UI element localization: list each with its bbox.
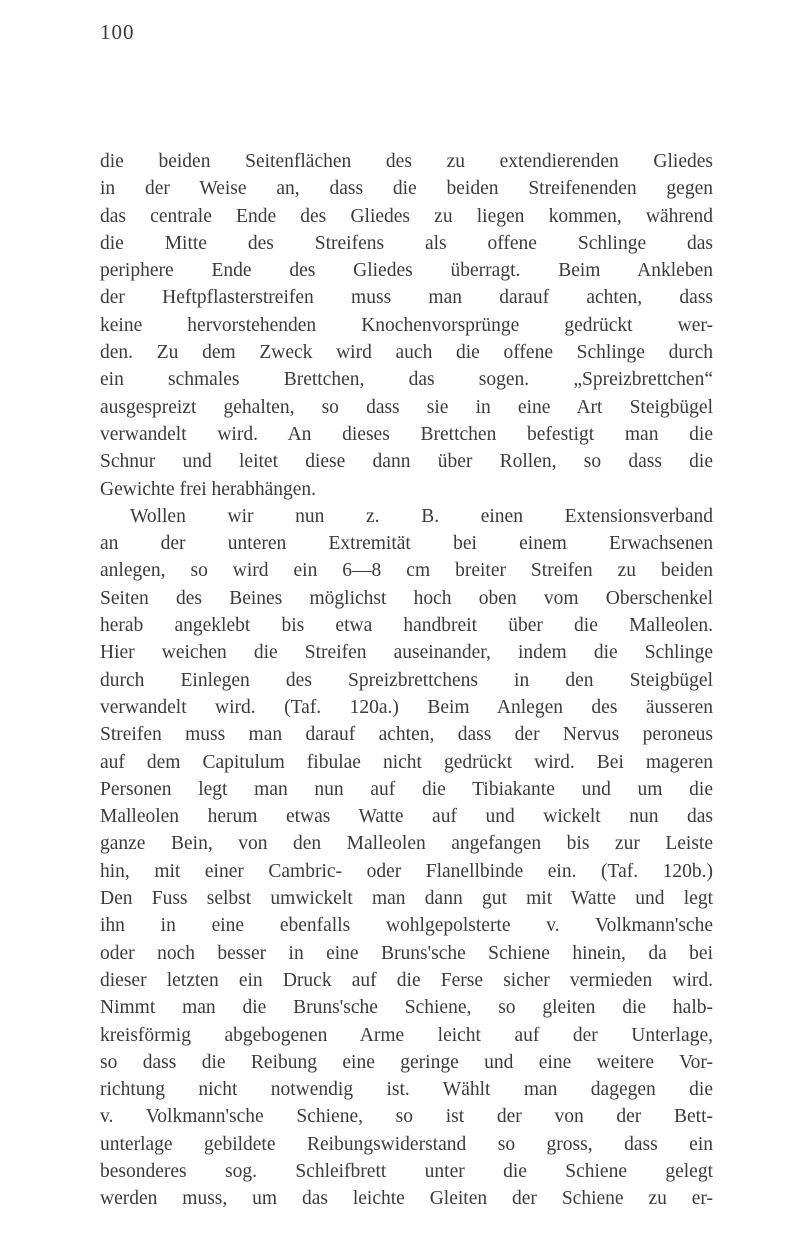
text-line: hin, mit einer Cambric- oder Flanellbinde ein. (Taf. 120b.) xyxy=(100,860,713,882)
text-line: periphere Ende des Gliedes überragt. Beim Ankleben xyxy=(100,260,713,282)
text-line: kreisförmig abgebogenen Arme leicht auf der Unterlage, xyxy=(100,1024,713,1046)
text-line: durch Einlegen des Spreizbrettchens in den Steigbügel xyxy=(100,669,713,691)
text-line: ein schmales Brettchen, das sogen. „Spreizbrettchen“ xyxy=(100,369,713,391)
text-line: auf dem Capitulum fibulae nicht gedrückt wird. Bei mageren xyxy=(100,751,713,773)
text-line: verwandelt wird. An dieses Brettchen befestigt man die xyxy=(100,423,713,445)
text-line: Den Fuss selbst umwickelt man dann gut mit Watte und legt xyxy=(100,888,713,910)
text-line: besonderes sog. Schleifbrett unter die Schiene gelegt xyxy=(100,1160,713,1182)
text-line: Nimmt man die Bruns'sche Schiene, so gleiten die halb- xyxy=(100,997,713,1019)
body-text xyxy=(100,148,713,1213)
text-line: Schnur und leitet diese dann über Rollen, so dass die xyxy=(100,451,713,473)
text-line: den. Zu dem Zweck wird auch die offene Schlinge durch xyxy=(100,342,713,364)
text-line: werden muss, um das leichte Gleiten der Schiene zu er- xyxy=(100,1188,713,1210)
text-line: das centrale Ende des Gliedes zu liegen kommen, während xyxy=(100,205,713,227)
text-line: ausgespreizt gehalten, so dass sie in eine Art Steigbügel xyxy=(100,396,713,418)
text-line: anlegen, so wird ein 6—8 cm breiter Streifen zu beiden xyxy=(100,560,713,582)
page-number: 100 xyxy=(100,20,135,44)
text-line: Seiten des Beines möglichst hoch oben vom Oberschenkel xyxy=(100,587,713,609)
text-line: in der Weise an, dass die beiden Streifenenden gegen xyxy=(100,178,713,200)
text-line: Wollen wir nun z. B. einen Extensionsverband xyxy=(130,505,713,527)
text-line: die beiden Seitenflächen des zu extendierenden Gliedes xyxy=(100,151,713,172)
text-line: v. Volkmann'sche Schiene, so ist der von der Bett- xyxy=(100,1106,713,1128)
text-line: die Mitte des Streifens als offene Schlinge das xyxy=(100,232,713,254)
text-line: keine hervorstehenden Knochenvorsprünge gedrückt wer- xyxy=(100,314,713,336)
text-line: verwandelt wird. (Taf. 120a.) Beim Anlegen des äusseren xyxy=(100,696,713,718)
text-line: Streifen muss man darauf achten, dass der Nervus peroneus xyxy=(100,724,713,746)
text-line: herab angeklebt bis etwa handbreit über die Malleolen. xyxy=(100,615,713,637)
text-line: oder noch besser in eine Bruns'sche Schiene hinein, da bei xyxy=(100,942,713,964)
text-line: Gewichte frei herabhängen. xyxy=(100,478,317,500)
text-line: so dass die Reibung eine geringe und eine weitere Vor- xyxy=(100,1051,713,1073)
text-line: dieser letzten ein Druck auf die Ferse sicher vermieden wird. xyxy=(100,969,713,991)
text-line: Malleolen herum etwas Watte auf und wickelt nun das xyxy=(100,806,713,828)
text-line: ihn in eine ebenfalls wohlgepolsterte v. Volkmann'sche xyxy=(100,915,713,937)
text-line: richtung nicht notwendig ist. Wählt man dagegen die xyxy=(100,1079,713,1101)
text-line: an der unteren Extremität bei einem Erwachsenen xyxy=(100,533,713,555)
text-line: unterlage gebildete Reibungswiderstand so gross, dass ein xyxy=(100,1133,713,1155)
text-line: ganze Bein, von den Malleolen angefangen bis zur Leiste xyxy=(100,833,713,855)
text-line: der Heftpflasterstreifen muss man darauf achten, dass xyxy=(100,287,713,309)
text-line: Hier weichen die Streifen auseinander, indem die Schlinge xyxy=(100,642,713,664)
text-line: Personen legt man nun auf die Tibiakante und um die xyxy=(100,778,713,800)
